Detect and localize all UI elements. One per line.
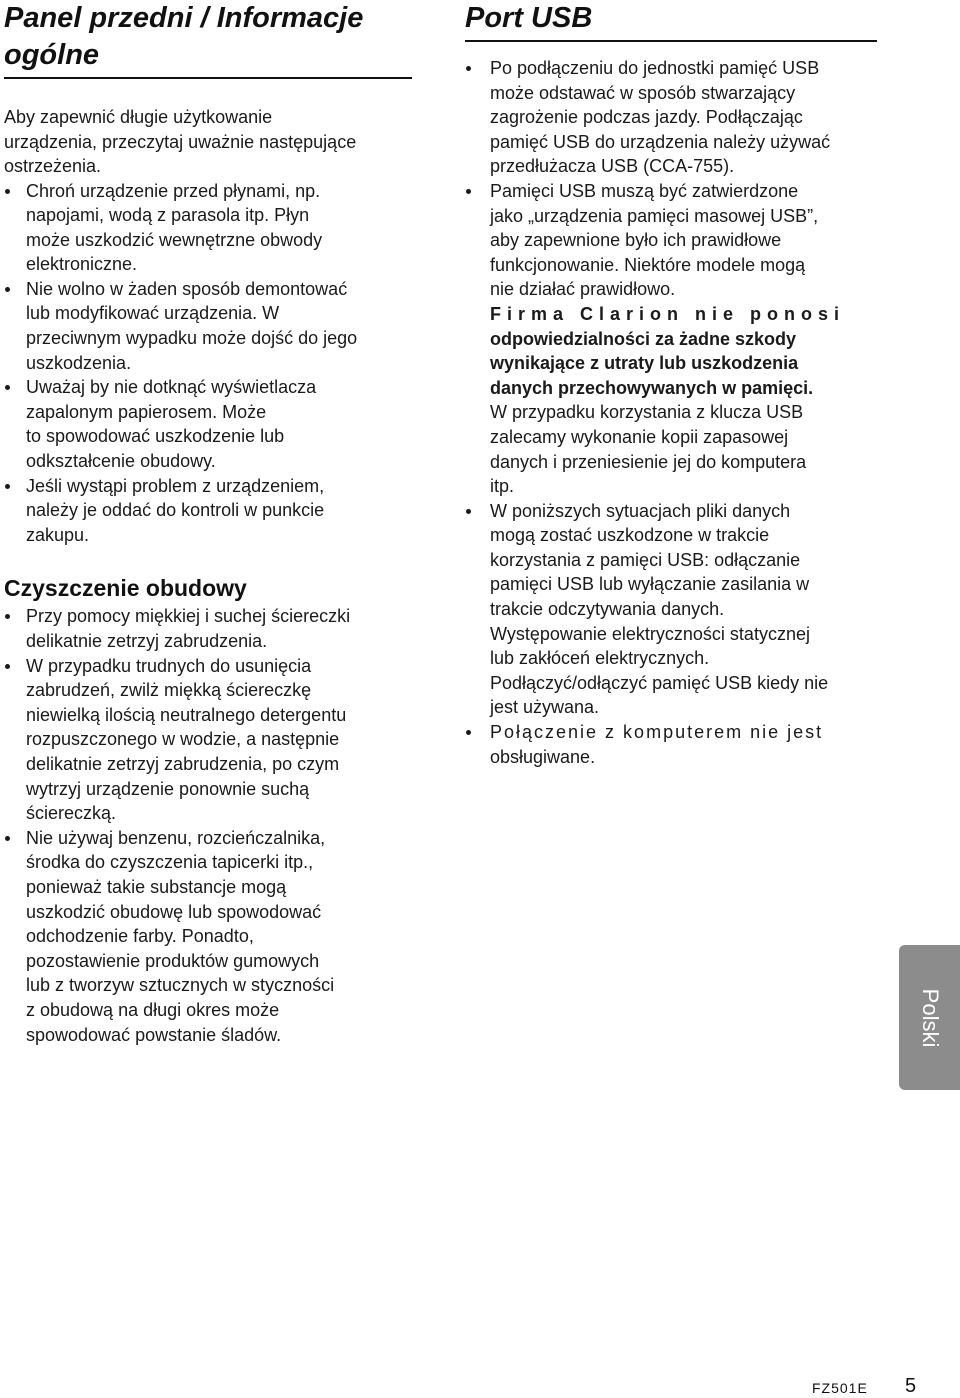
line: W przypadku trudnych do usunięcia: [26, 655, 312, 676]
list-item: [4, 375, 408, 473]
line: funkcjonowanie. Niektóre modele mogą: [490, 254, 806, 275]
line: zalecamy wykonanie kopii zapasowej: [490, 426, 789, 447]
title-rule: [465, 40, 877, 42]
line: z obudową na długi okres może: [26, 999, 280, 1020]
line: Po podłączeniu do jednostki pamięć USB: [490, 58, 820, 78]
line: mogą zostać uszkodzone w trakcie: [490, 525, 770, 546]
cleaning-list: [4, 604, 408, 1047]
line: środka do czyszczenia tapicerki itp.,: [26, 852, 314, 873]
line: zakupu.: [26, 524, 90, 545]
left-column: [4, 0, 408, 1047]
list-item: [4, 277, 408, 375]
line: itp.: [490, 476, 515, 497]
line: to spowodować uszkodzenie lub: [26, 426, 285, 447]
title-line-2: ogólne: [4, 39, 100, 71]
intro-line: ostrzeżenia.: [4, 156, 102, 176]
line: Uważaj by nie dotknąć wyświetlacza: [26, 377, 317, 398]
list-item: [4, 826, 408, 1047]
language-tab: [899, 945, 960, 1090]
list-item: [4, 654, 408, 826]
line: odkształcenie obudowy.: [26, 451, 216, 472]
intro-line: Aby zapewnić długie użytkowanie: [4, 107, 273, 127]
list-item: [4, 604, 408, 653]
line: jako „urządzenia pamięci masowej USB”,: [490, 205, 819, 226]
list-item: [4, 474, 408, 548]
list-item: [465, 499, 877, 720]
line: zagrożenie podczas jazdy. Podłączając: [490, 107, 803, 128]
page-number: 5: [905, 1375, 917, 1397]
section-title-front-panel: [4, 0, 408, 74]
line: jest używana.: [490, 697, 600, 718]
line: trakcie odczytywania danych.: [490, 599, 725, 620]
title-line-1: Panel przedni / Informacje: [4, 2, 364, 34]
section-title-usb-port: Port USB: [465, 2, 593, 34]
line: lub zakłóceń elektrycznych.: [490, 648, 710, 669]
intro-line: urządzenia, przeczytaj uważnie następujące: [4, 131, 357, 152]
list-item: [465, 179, 877, 499]
line: W przypadku korzystania z klucza USB: [490, 402, 804, 423]
line: niewielką ilością neutralnego detergentu: [26, 704, 347, 725]
list-item: [465, 720, 877, 769]
line: obsługiwane.: [490, 746, 596, 767]
line: rozpuszczonego w wodzie, a następnie: [26, 729, 340, 750]
line: może uszkodzić wewnętrzne obwody: [26, 229, 323, 250]
warning-list: [4, 179, 408, 548]
line: przedłużacza USB (CCA-755).: [490, 156, 735, 177]
language-tab-label: Polski: [917, 988, 943, 1047]
line: Jeśli wystąpi problem z urządzeniem,: [26, 475, 325, 496]
section-title-cleaning: Czyszczenie obudowy: [4, 575, 247, 602]
line: uszkodzenia.: [26, 352, 132, 373]
line: pamięci USB lub wyłączanie zasilania w: [490, 574, 810, 595]
usb-list: [465, 56, 877, 769]
line: danych i przeniesienie jej do komputera: [490, 451, 807, 472]
disclaimer-line: wynikające z utraty lub uszkodzenia: [490, 353, 799, 374]
line: zapalonym papierosem. Może: [26, 401, 267, 422]
line: spowodować powstanie śladów.: [26, 1024, 282, 1045]
footer-model-number: FZ501E: [812, 1380, 868, 1396]
line: Pamięci USB muszą być zatwierdzone: [490, 180, 799, 201]
line: odchodzenie farby. Ponadto,: [26, 926, 254, 947]
list-item: [4, 179, 408, 277]
disclaimer-line: Firma Clarion nie ponosi: [490, 303, 846, 324]
line: nie działać prawidłowo.: [490, 279, 676, 300]
line: pamięć USB do urządzenia należy używać: [490, 131, 831, 152]
line: przeciwnym wypadku może dojść do jego: [26, 328, 358, 349]
line: lub modyfikować urządzenia. W: [26, 303, 280, 324]
line: ściereczką.: [26, 803, 117, 824]
title-rule: [4, 77, 412, 79]
line: należy je oddać do kontroli w punkcie: [26, 500, 325, 521]
intro-paragraph: [4, 105, 408, 179]
disclaimer-line: danych przechowywanych w pamięci.: [490, 377, 814, 398]
line: elektroniczne.: [26, 254, 138, 275]
line: lub z tworzyw sztucznych w styczności: [26, 975, 335, 996]
line: aby zapewnione było ich prawidłowe: [490, 230, 782, 251]
line: Nie używaj benzenu, rozcieńczalnika,: [26, 827, 326, 848]
line: napojami, wodą z parasola itp. Płyn: [26, 205, 310, 226]
line: pozostawienie produktów gumowych: [26, 950, 320, 971]
line: Przy pomocy miękkiej i suchej ściereczki: [26, 606, 351, 627]
line: W poniższych sytuacjach pliki danych: [490, 500, 791, 521]
line: Połączenie z komputerem nie jest: [490, 722, 824, 743]
line: korzystania z pamięci USB: odłączanie: [490, 549, 801, 570]
list-item: [465, 56, 877, 179]
disclaimer-line: odpowiedzialności za żadne szkody: [490, 328, 797, 349]
line: Chroń urządzenie przed płynami, np.: [26, 180, 321, 201]
line: uszkodzić obudowę lub spowodować: [26, 901, 322, 922]
line: Podłączyć/odłączyć pamięć USB kiedy nie: [490, 672, 829, 693]
line: zabrudzeń, zwilż miękką ściereczkę: [26, 680, 312, 701]
line: ponieważ takie substancje mogą: [26, 876, 287, 897]
line: wytrzyj urządzenie ponownie suchą: [26, 778, 310, 799]
line: Nie wolno w żaden sposób demontować: [26, 278, 348, 299]
line: może odstawać w sposób stwarzający: [490, 82, 796, 103]
line: Występowanie elektryczności statycznej: [490, 623, 810, 644]
right-column: [465, 0, 877, 769]
line: delikatnie zetrzyj zabrudzenia.: [26, 631, 268, 651]
line: delikatnie zetrzyj zabrudzenia, po czym: [26, 753, 340, 774]
